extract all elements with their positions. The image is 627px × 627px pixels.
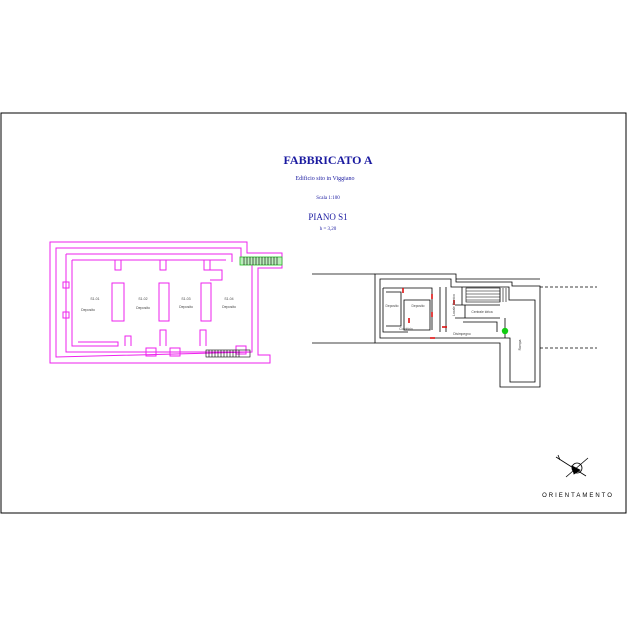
room-name: Centrale idrica (471, 310, 493, 314)
room-name: Deposito (222, 305, 236, 309)
sheet-subtitle: Edificio sito in Viggiano (295, 176, 355, 182)
floor-label: PIANO S1 (308, 212, 348, 222)
room-name: Disimpegno (453, 332, 471, 336)
room-name: Deposito (179, 305, 193, 309)
right-room-labels (385, 294, 522, 350)
room-name: Corridoio (399, 327, 413, 331)
sheet-title: FABBRICATO A (283, 153, 373, 167)
exit-marker (502, 328, 508, 334)
room-name: Deposito (136, 306, 150, 310)
sheet-scale: Scala 1:100 (316, 196, 340, 201)
room-name: Rampa (518, 339, 522, 351)
room-code: S1.02 (138, 297, 148, 301)
left-stair-top (240, 257, 282, 265)
room-name: Deposito (385, 304, 399, 308)
sheet-frame (1, 113, 626, 513)
room-code: S1.03 (181, 297, 191, 301)
orientation-label: ORIENTAMENTO (542, 493, 614, 499)
right-plan (312, 274, 597, 387)
room-code: S1.01 (90, 297, 100, 301)
room-name: Deposito (81, 308, 95, 312)
room-name: Locale Tecnico (452, 294, 456, 316)
right-stair (466, 288, 506, 302)
orientation-symbol (556, 455, 588, 477)
floor-height: h = 3,20 (319, 227, 337, 232)
room-code: S1.04 (224, 297, 234, 301)
room-name: Deposito (411, 304, 425, 308)
